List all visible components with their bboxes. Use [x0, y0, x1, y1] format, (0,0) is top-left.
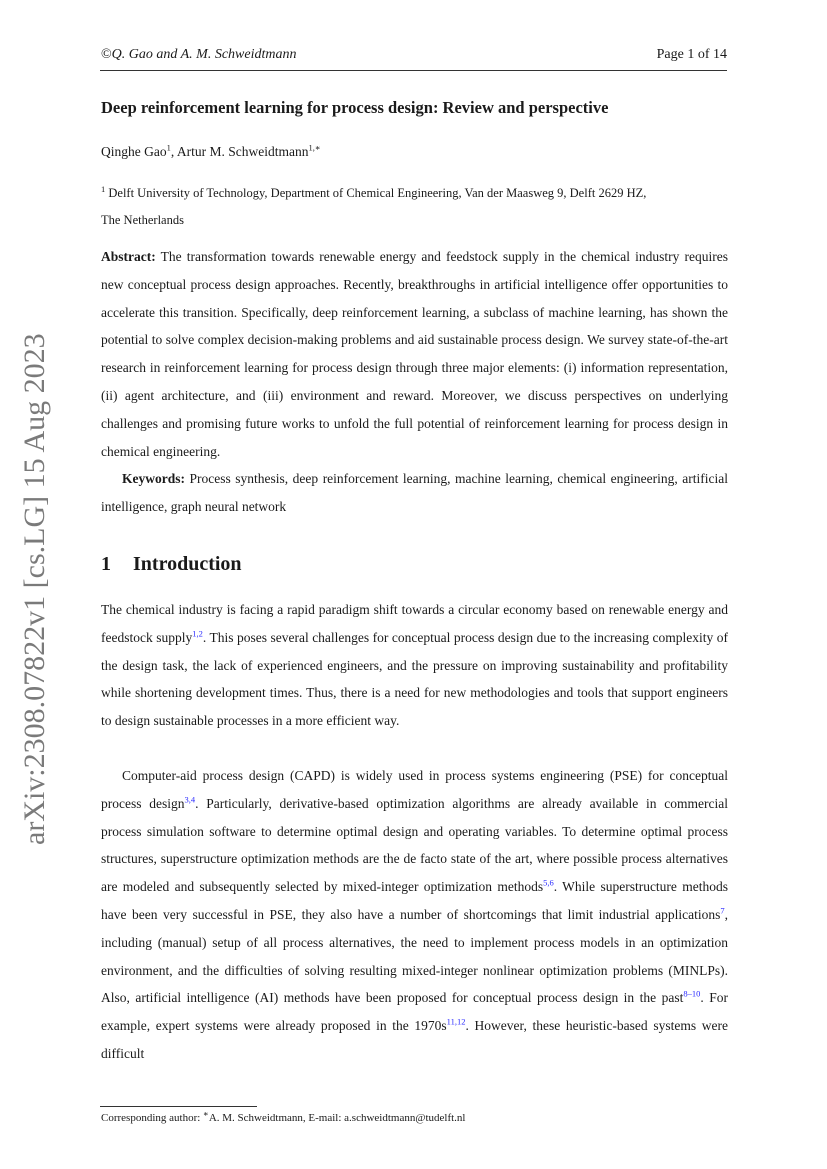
abstract [101, 243, 728, 465]
author-name: Qinghe Gao [101, 144, 167, 159]
affiliation-line: Delft University of Technology, Department of Chemical Engineering, Van der Maasweg 9, Delft 2629 HZ, [105, 186, 647, 200]
arxiv-identifier-stamp: arXiv:2308.07822v1 [cs.LG] 15 Aug 2023 [18, 333, 51, 845]
author-affiliation-mark: 1,∗ [308, 142, 321, 153]
section-number: 1 [101, 553, 111, 575]
citation-link[interactable]: 3,4 [184, 794, 196, 805]
paragraph-text: The chemical industry is facing a rapid paradigm shift towards a circular economy based on renewable energy and feedstock supply [101, 602, 728, 645]
keywords-text: Process synthesis, deep reinforcement learning, machine learning, chemical engineering, artificial intelligence, graph neural network [101, 471, 728, 514]
author-affiliation-mark: 1 [166, 142, 171, 153]
paragraph-text: . However, these heuristic-based systems were difficult [101, 1018, 728, 1061]
corresponding-author-footnote [101, 1108, 466, 1124]
author-list [101, 144, 321, 160]
paragraph-text: Computer-aid process design (CAPD) is widely used in process systems engineering (PSE) for conceptual process design [101, 768, 728, 811]
footnote-text: A. M. Schweidtmann, E-mail: a.schweidtmann@tudelft.nl [208, 1112, 466, 1124]
keywords [101, 465, 728, 521]
abstract-label: Abstract: [101, 249, 156, 264]
body-paragraph [101, 596, 728, 735]
footnote-star: ∗ [203, 1108, 209, 1119]
citation-link[interactable]: 7 [720, 905, 725, 916]
affiliation-line: The Netherlands [101, 213, 184, 227]
citation-link[interactable]: 8–10 [683, 988, 701, 999]
author-name: Artur M. Schweidtmann [176, 144, 309, 159]
paragraph-text: . For example, expert systems were already proposed in the 1970s [101, 990, 728, 1034]
footnote-divider [100, 1106, 257, 1107]
section-heading [101, 553, 242, 576]
body-paragraph [101, 762, 728, 1068]
author-separator: , [170, 144, 177, 159]
footnote-label: Corresponding author: [101, 1112, 204, 1124]
paper-title: Deep reinforcement learning for process design: Review and perspective [101, 98, 609, 117]
paragraph-text: . This poses several challenges for conceptual process design due to the increasing complexity of the design task, the lack of experienced engineers, and the pressure on improving sustainability and profitability while shortening development times. Thus, there is a need for new methodologies and tools that support engineers to design sustainable processes in a more efficient way. [101, 629, 729, 729]
paragraph-text: , including (manual) setup of all process alternatives, the need to implement process models in an optimization environment, and the difficulties of solving resulting mixed-integer nonlinear optimization problems (MINLPs). Also, artificial intelligence (AI) methods have been proposed for conceptual process design in the past [101, 906, 728, 1006]
section-title: Introduction [133, 553, 242, 575]
affiliation-mark: 1 [101, 183, 106, 194]
citation-link[interactable]: 1,2 [192, 628, 203, 639]
affiliation [101, 180, 728, 234]
header-divider [100, 70, 727, 71]
citation-link[interactable]: 11,12 [446, 1016, 466, 1027]
keywords-label: Keywords: [122, 471, 185, 486]
citation-link[interactable]: 5,6 [543, 877, 554, 888]
paragraph-text: . Particularly, derivative-based optimization algorithms are already available in commercial process simulation software to determine optimal design and operating variables. To determine optimal process structures, superstructure optimization methods are the de facto state of the art, where possible process alternatives are modeled and subsequently selected by mixed-integer optimization methods [101, 795, 728, 895]
page-number: Page 1 of 14 [656, 47, 727, 62]
abstract-text: The transformation towards renewable energy and feedstock supply in the chemical industry requires new conceptual process design approaches. Recently, breakthroughs in artificial intelligence offer opportunities to accelerate this transition. Specifically, deep reinforcement learning, a subclass of machine learning, has shown the potential to solve complex decision-making problems and aid sustainable process design. We survey state-of-the-art research in reinforcement learning for process design through three major elements: (i) information representation, (ii) agent architecture, and (iii) environment and reward. Moreover, we discuss perspectives on underlying challenges and promising future works to unfold the full potential of reinforcement learning for process design in chemical engineering. [101, 249, 728, 459]
running-header-authors [101, 47, 296, 63]
copyright-symbol: © [101, 47, 112, 62]
paragraph-text: . While superstructure methods have been very successful in PSE, they also have a number of shortcomings that limit industrial applications [101, 879, 728, 922]
header-authors-text: Q. Gao and A. M. Schweidtmann [111, 47, 297, 62]
